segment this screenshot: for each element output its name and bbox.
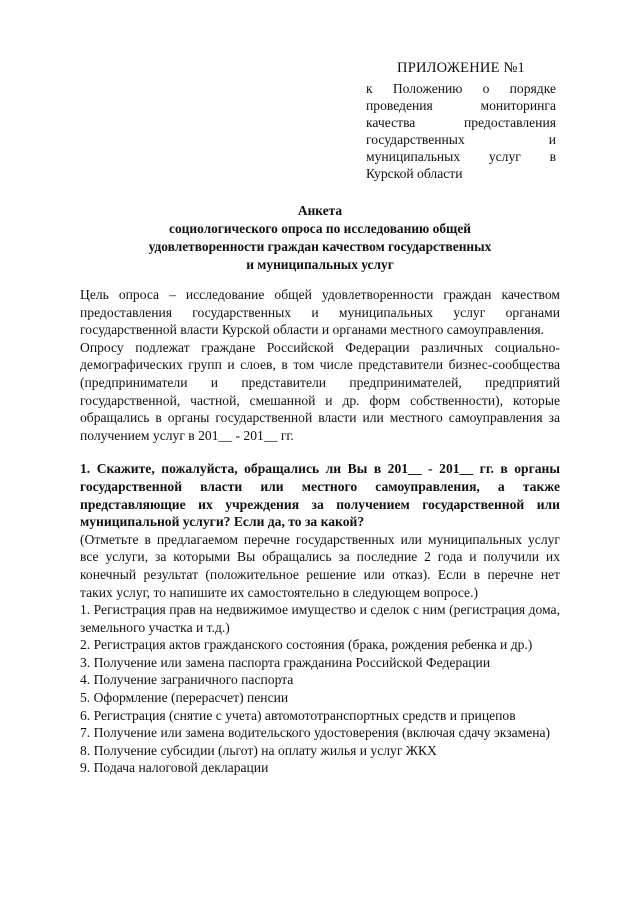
heading-line: социологического опроса по исследованию общей — [169, 221, 471, 236]
option-item: 2. Регистрация актов гражданского состояния (брака, рождения ребенка и др.) — [80, 637, 533, 653]
heading-line: Анкета — [297, 203, 343, 218]
spacer — [80, 444, 560, 460]
appendix-line: проведения мониторинга — [366, 98, 556, 113]
option-item: 7. Получение или замена водительского удостоверения (включая сдачу экзамена) — [80, 725, 551, 741]
heading-line: и муниципальных услуг — [246, 257, 394, 272]
question-1-title: 1. Скажите, пожалуйста, обращались ли Вы в 201__ - 201__ гг. в органы государственной власти или местного самоуправления, а также представляющие их учреждения за получением государственной или муниципальной услуги? Если да, то за какой? — [80, 461, 560, 530]
appendix-line: качества предоставления — [366, 115, 556, 130]
option-item: 8. Получение субсидии (льгот) на оплату жилья и услуг ЖКХ — [80, 742, 437, 758]
option-item: 4. Получение заграничного паспорта — [80, 672, 294, 688]
survey-purpose: Цель опроса – исследование общей удовлетворенности граждан качеством предоставления государственных и муниципальных услуг органами государственной власти Курской области и органами местного самоуправления. — [80, 287, 560, 338]
appendix-text — [366, 80, 556, 182]
appendix-line: Курской области — [366, 166, 463, 181]
survey-subjects: Опросу подлежат граждане Российской Федерации различных социально-демографических групп и слоев, в том числе представители бизнес-сообщества (предприниматели и представители предпринимателей, предприятий государственной, частной, смешанной и др. форм собственности), которые обращались в органы государственной власти или местного самоуправления за получением услуг в 201__ - 201__ гг. — [80, 339, 560, 443]
option-item: 1. Регистрация прав на недвижимое имущество и сделок с ним (регистрация дома, земельного участка и т.д.) — [80, 602, 560, 635]
appendix-block — [366, 60, 556, 182]
option-item: 9. Подача налоговой декларации — [80, 760, 269, 776]
document-heading — [80, 202, 560, 274]
option-item: 6. Регистрация (снятие с учета) автомототранспортных средств и прицепов — [80, 707, 516, 723]
option-item: 3. Получение или замена паспорта гражданина Российской Федерации — [80, 654, 491, 670]
appendix-line: государственных и — [366, 132, 556, 147]
appendix-line: к Положению о порядке — [366, 81, 556, 96]
option-item: 5. Оформление (перерасчет) пенсии — [80, 690, 289, 706]
appendix-title: ПРИЛОЖЕНИЕ №1 — [397, 60, 525, 76]
heading-line: удовлетворенности граждан качеством государственных — [148, 239, 492, 254]
question-1-instruction: (Отметьте в предлагаемом перечне государственных или муниципальных услуг все услуги, за которыми Вы обращались за последние 2 года и получили их конечный результат (положительное решение или отказ). Если в перечне нет таких услуг, то напишите их самостоятельно в следующем вопросе.) — [80, 531, 560, 600]
document-body — [80, 286, 560, 777]
appendix-line: муниципальных услуг в — [366, 149, 556, 164]
